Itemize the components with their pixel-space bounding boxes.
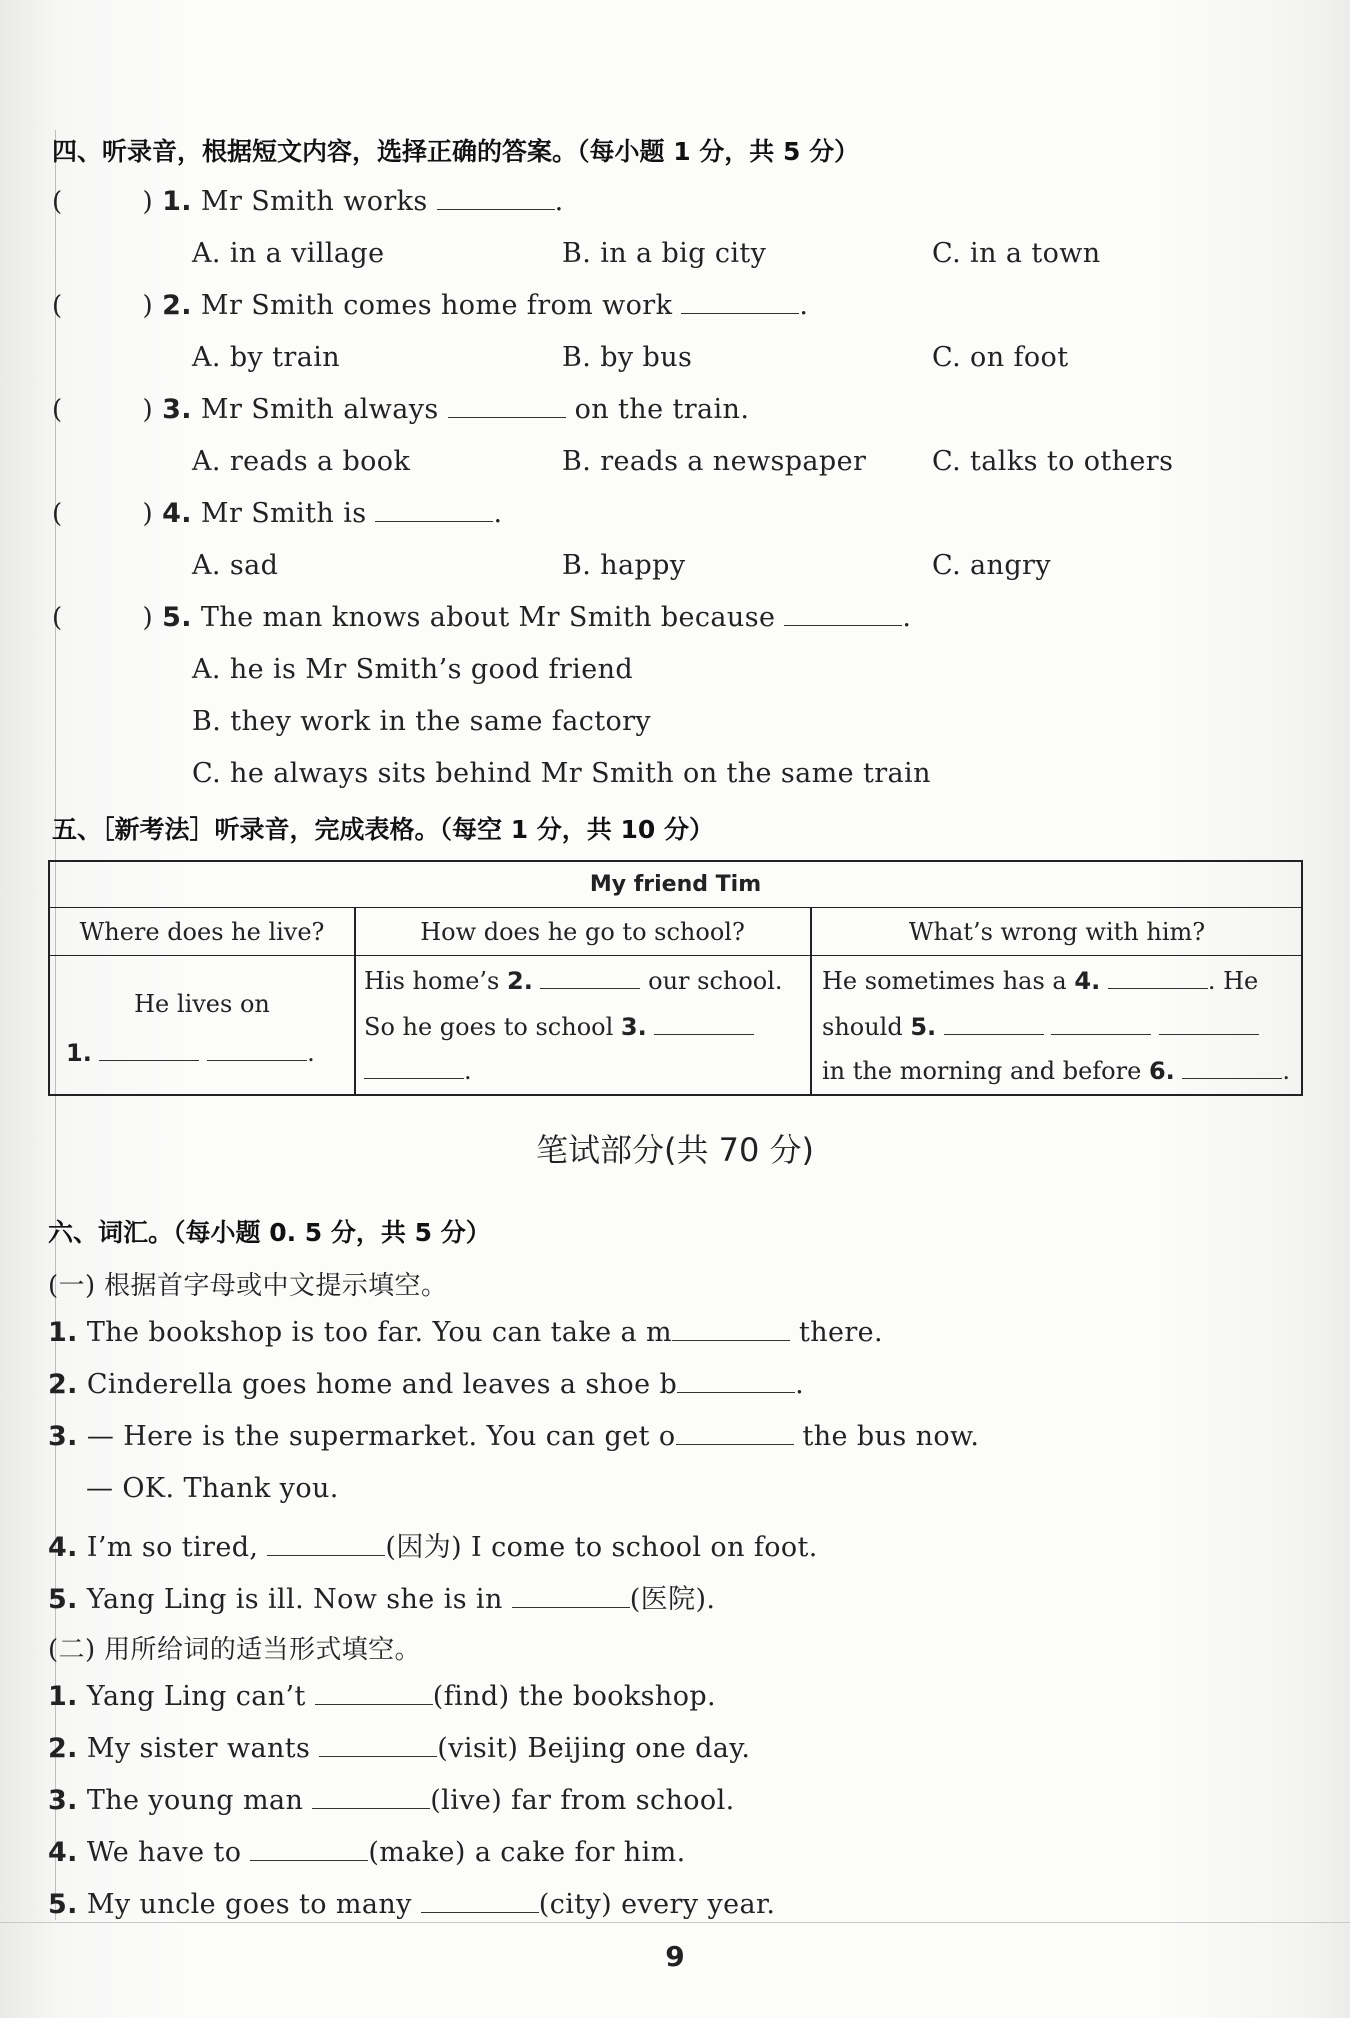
question-4: ( ) 4. Mr Smith is . — [52, 498, 503, 529]
cell-should: should 5. — [822, 1012, 1259, 1041]
answer-blank[interactable] — [540, 966, 640, 989]
option-4c[interactable]: C. angry — [932, 550, 1051, 581]
option-3b[interactable]: B. reads a newspaper — [562, 446, 867, 477]
vocab2-item: 1. Yang Ling can’t (find) the bookshop. — [48, 1681, 717, 1712]
option-1b[interactable]: B. in a big city — [562, 238, 767, 269]
written-section-title: 笔试部分(共 70 分) — [535, 1131, 815, 1169]
part1-title: (一) 根据首字母或中文提示填空。 — [48, 1271, 448, 1301]
table-title: My friend Tim — [589, 872, 762, 897]
header-wrong: What’s wrong with him? — [908, 918, 1206, 946]
friend-table — [48, 860, 1303, 1096]
vocab1-item: 3. — Here is the supermarket. You can get o the bus now. — [48, 1421, 980, 1452]
answer-blank[interactable] — [375, 499, 493, 522]
answer-blank[interactable] — [784, 603, 902, 626]
vocab2-item: 5. My uncle goes to many (city) every year. — [48, 1889, 776, 1920]
answer-blank[interactable] — [267, 1533, 385, 1556]
option-5a[interactable]: A. he is Mr Smith’s good friend — [192, 654, 634, 685]
vocab1-item: 4. I’m so tired, (因为) I come to school on foot. — [48, 1532, 818, 1563]
section6-title: 六、词汇。（每小题 0. 5 分，共 5 分） — [48, 1218, 491, 1247]
answer-blank[interactable] — [448, 395, 566, 418]
vocab2-item: 4. We have to (make) a cake for him. — [48, 1837, 686, 1868]
option-1a[interactable]: A. in a village — [192, 238, 385, 269]
option-2a[interactable]: A. by train — [192, 342, 341, 373]
page-number: 9 — [665, 1940, 685, 1973]
cell-morning: in the morning and before 6. . — [822, 1057, 1291, 1085]
part2-title: (二) 用所给词的适当形式填空。 — [48, 1635, 421, 1665]
question-5: ( ) 5. The man knows about Mr Smith because . — [52, 602, 912, 633]
answer-blank[interactable] — [437, 187, 555, 210]
answer-blank[interactable] — [364, 1056, 464, 1079]
answer-blank[interactable] — [421, 1890, 539, 1913]
answer-blank[interactable] — [676, 1422, 794, 1445]
cell-sometimes: He sometimes has a 4. . He — [822, 967, 1259, 995]
vocab1-item: 1. The bookshop is too far. You can take a m there. — [48, 1317, 884, 1348]
header-live: Where does he live? — [79, 918, 325, 946]
answer-blank[interactable] — [1108, 966, 1208, 989]
answer-blank[interactable] — [319, 1734, 437, 1757]
cell-lives-on: He lives on — [134, 990, 270, 1018]
answer-blank[interactable] — [1051, 1012, 1151, 1035]
cell-home: His home’s 2. our school. — [364, 967, 783, 995]
vocab1-item: 2. Cinderella goes home and leaves a shoe b . — [48, 1369, 805, 1400]
table-title-row — [50, 862, 1301, 908]
cell-blank-1: 1. . — [66, 1039, 315, 1067]
answer-blank[interactable] — [512, 1585, 630, 1608]
answer-blank[interactable] — [672, 1318, 790, 1341]
section4-title: 四、听录音，根据短文内容，选择正确的答案。（每小题 1 分，共 5 分） — [52, 137, 860, 166]
answer-blank[interactable] — [654, 1012, 754, 1035]
answer-blank[interactable] — [312, 1786, 430, 1809]
cell-goes: So he goes to school 3. — [364, 1012, 754, 1041]
option-5b[interactable]: B. they work in the same factory — [192, 706, 652, 737]
option-1c[interactable]: C. in a town — [932, 238, 1101, 269]
header-go: How does he go to school? — [420, 918, 745, 946]
cell-blank-3b: . — [364, 1056, 472, 1085]
answer-blank[interactable] — [1159, 1012, 1259, 1035]
footer-divider — [0, 1922, 1350, 1923]
option-3a[interactable]: A. reads a book — [192, 446, 411, 477]
option-3c[interactable]: C. talks to others — [932, 446, 1174, 477]
answer-blank[interactable] — [207, 1038, 307, 1061]
answer-blank[interactable] — [681, 291, 799, 314]
option-4a[interactable]: A. sad — [192, 550, 279, 581]
question-1: ( ) 1. Mr Smith works . — [52, 186, 564, 217]
vocab2-item: 2. My sister wants (visit) Beijing one day. — [48, 1733, 751, 1764]
option-5c[interactable]: C. he always sits behind Mr Smith on the same train — [192, 758, 931, 789]
answer-blank[interactable] — [250, 1838, 368, 1861]
answer-blank[interactable] — [99, 1038, 199, 1061]
answer-blank[interactable] — [315, 1682, 433, 1705]
answer-blank[interactable] — [944, 1012, 1044, 1035]
question-2: ( ) 2. Mr Smith comes home from work . — [52, 290, 809, 321]
option-2c[interactable]: C. on foot — [932, 342, 1069, 373]
vocab2-item: 3. The young man (live) far from school. — [48, 1785, 735, 1816]
answer-blank[interactable] — [1182, 1056, 1282, 1079]
section5-title: 五、［新考法］听录音，完成表格。（每空 1 分，共 10 分） — [52, 815, 715, 844]
answer-blank[interactable] — [677, 1370, 795, 1393]
vocab1-item: 5. Yang Ling is ill. Now she is in (医院). — [48, 1584, 716, 1615]
vocab1-reply: — OK. Thank you. — [86, 1473, 339, 1504]
question-3: ( ) 3. Mr Smith always on the train. — [52, 394, 750, 425]
option-2b[interactable]: B. by bus — [562, 342, 693, 373]
option-4b[interactable]: B. happy — [562, 550, 686, 581]
